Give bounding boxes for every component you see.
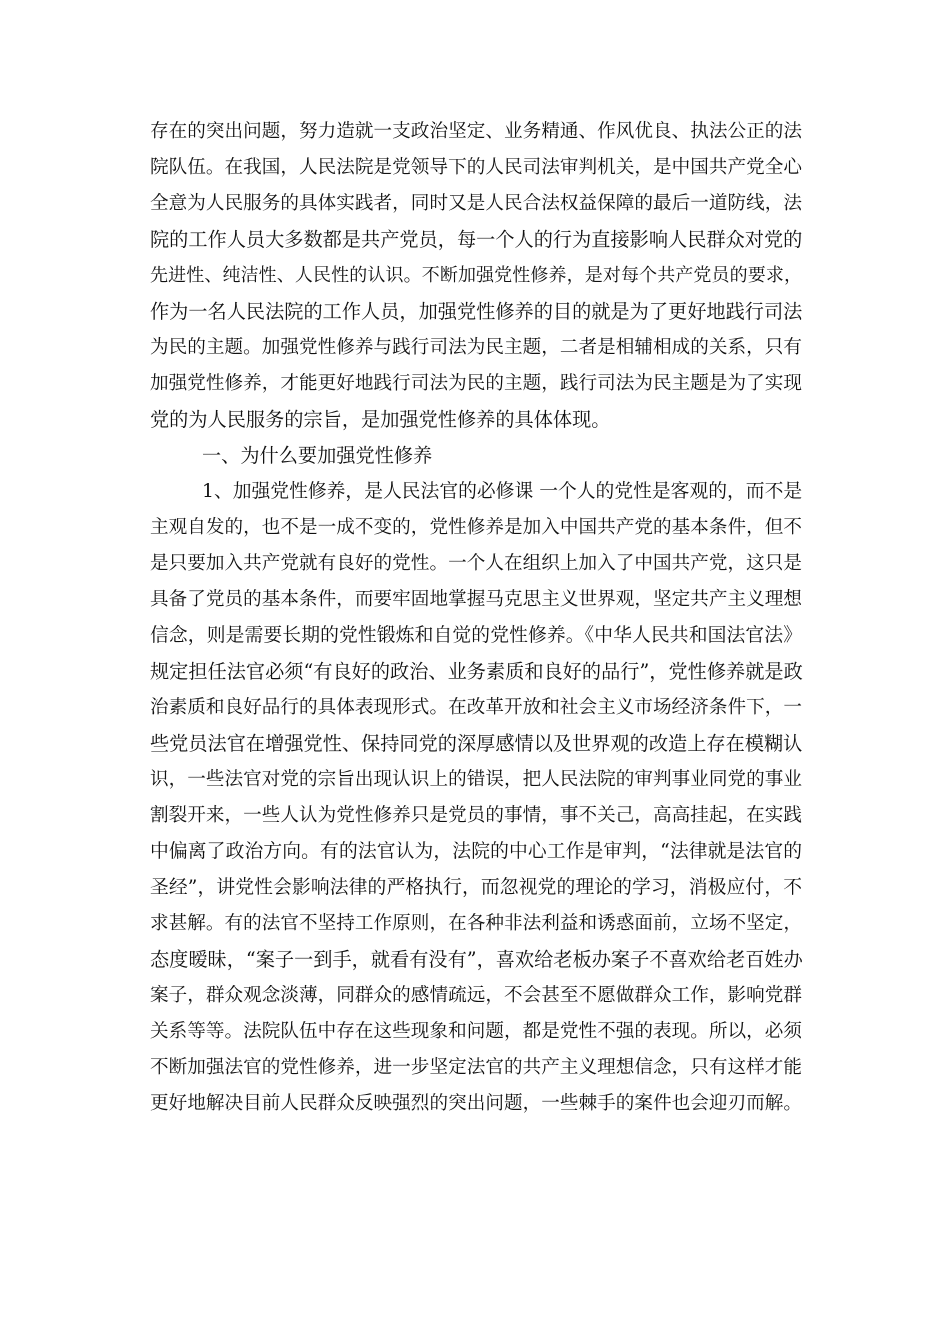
text-line: 案子，群众观念淡薄，同群众的感情疏远，不会甚至不愿做群众工作，影响党群 xyxy=(150,985,802,1006)
text-line: 是只要加入共产党就有良好的党性。一个人在组织上加入了中国共产党，这只是 xyxy=(150,553,802,574)
text-line: 规定担任法官必须“有良好的政治、业务素质和良好的品行”，党性修养就是政 xyxy=(150,660,803,683)
text-line: 加强党性修养，才能更好地践行司法为民的主题，践行司法为民主题是为了实现 xyxy=(150,373,802,394)
text-line: 具备了党员的基本条件，而要牢固地掌握马克思主义世界观，坚定共产主义理想 xyxy=(150,589,802,610)
text-line: 态度暧昧，“案子一到手，就看有没有”，喜欢给老板办案子不喜欢给老百姓办 xyxy=(150,948,803,971)
text-line: 存在的突出问题，努力造就一支政治坚定、业务精通、作风优良、执法公正的法 xyxy=(150,121,802,142)
text-line: 关系等等。法院队伍中存在这些现象和问题，都是党性不强的表现。所以，必须 xyxy=(150,1021,802,1042)
text-line: 圣经”，讲党性会影响法律的严格执行，而忽视党的理论的学习，消极应付，不 xyxy=(150,877,802,898)
text-line: 不断加强法官的党性修养，进一步坚定法官的共产主义理想信念，只有这样才能 xyxy=(150,1057,802,1078)
text-line: 院队伍。在我国，人民法院是党领导下的人民司法审判机关，是中国共产党全心 xyxy=(150,157,802,178)
text-line: 信念，则是需要长期的党性锻炼和自觉的党性修养。《中华人民共和国法官法》 xyxy=(150,625,802,646)
text-line: 党的为人民服务的宗旨，是加强党性修养的具体体现。 xyxy=(150,408,611,431)
text-line: 中偏离了政治方向。有的法官认为，法院的中心工作是审判，“法律就是法官的 xyxy=(150,841,802,862)
text-line: 更好地解决目前人民群众反映强烈的突出问题，一些棘手的案件也会迎刃而解。 xyxy=(150,1093,802,1114)
text-line: 些党员法官在增强党性、保持同党的深厚感情以及世界观的改造上存在模糊认 xyxy=(150,732,803,755)
text-line: 求甚解。有的法官不坚持工作原则，在各种非法利益和诱惑面前，立场不坚定， xyxy=(150,913,802,934)
paragraph-first-line: 1、加强党性修养，是人民法官的必修课 一个人的党性是客观的，而不是 xyxy=(202,481,803,502)
text-line: 治素质和良好品行的具体表现形式。在改革开放和社会主义市场经济条件下，一 xyxy=(150,697,802,718)
text-line: 作为一名人民法院的工作人员，加强党性修养的目的就是为了更好地践行司法 xyxy=(150,300,803,323)
section-heading: 一、为什么要加强党性修养 xyxy=(202,444,433,467)
text-line: 全意为人民服务的具体实践者，同时又是人民合法权益保障的最后一道防线，法 xyxy=(150,193,802,214)
text-line: 院的工作人员大多数都是共产党员，每一个人的行为直接影响人民群众对党的 xyxy=(150,228,803,251)
text-line: 主观自发的，也不是一成不变的，党性修养是加入中国共产党的基本条件，但不 xyxy=(150,517,802,538)
text-line: 先进性、纯洁性、人民性的认识。不断加强党性修养，是对每个共产党员的要求， xyxy=(150,265,802,286)
text-line: 识，一些法官对党的宗旨出现认识上的错误，把人民法院的审判事业同党的事业 xyxy=(150,769,802,790)
text-line: 割裂开来，一些人认为党性修养只是党员的事情，事不关己，高高挂起，在实践 xyxy=(150,805,802,826)
text-line: 为民的主题。加强党性修养与践行司法为民主题，二者是相辅相成的关系，只有 xyxy=(150,337,802,358)
